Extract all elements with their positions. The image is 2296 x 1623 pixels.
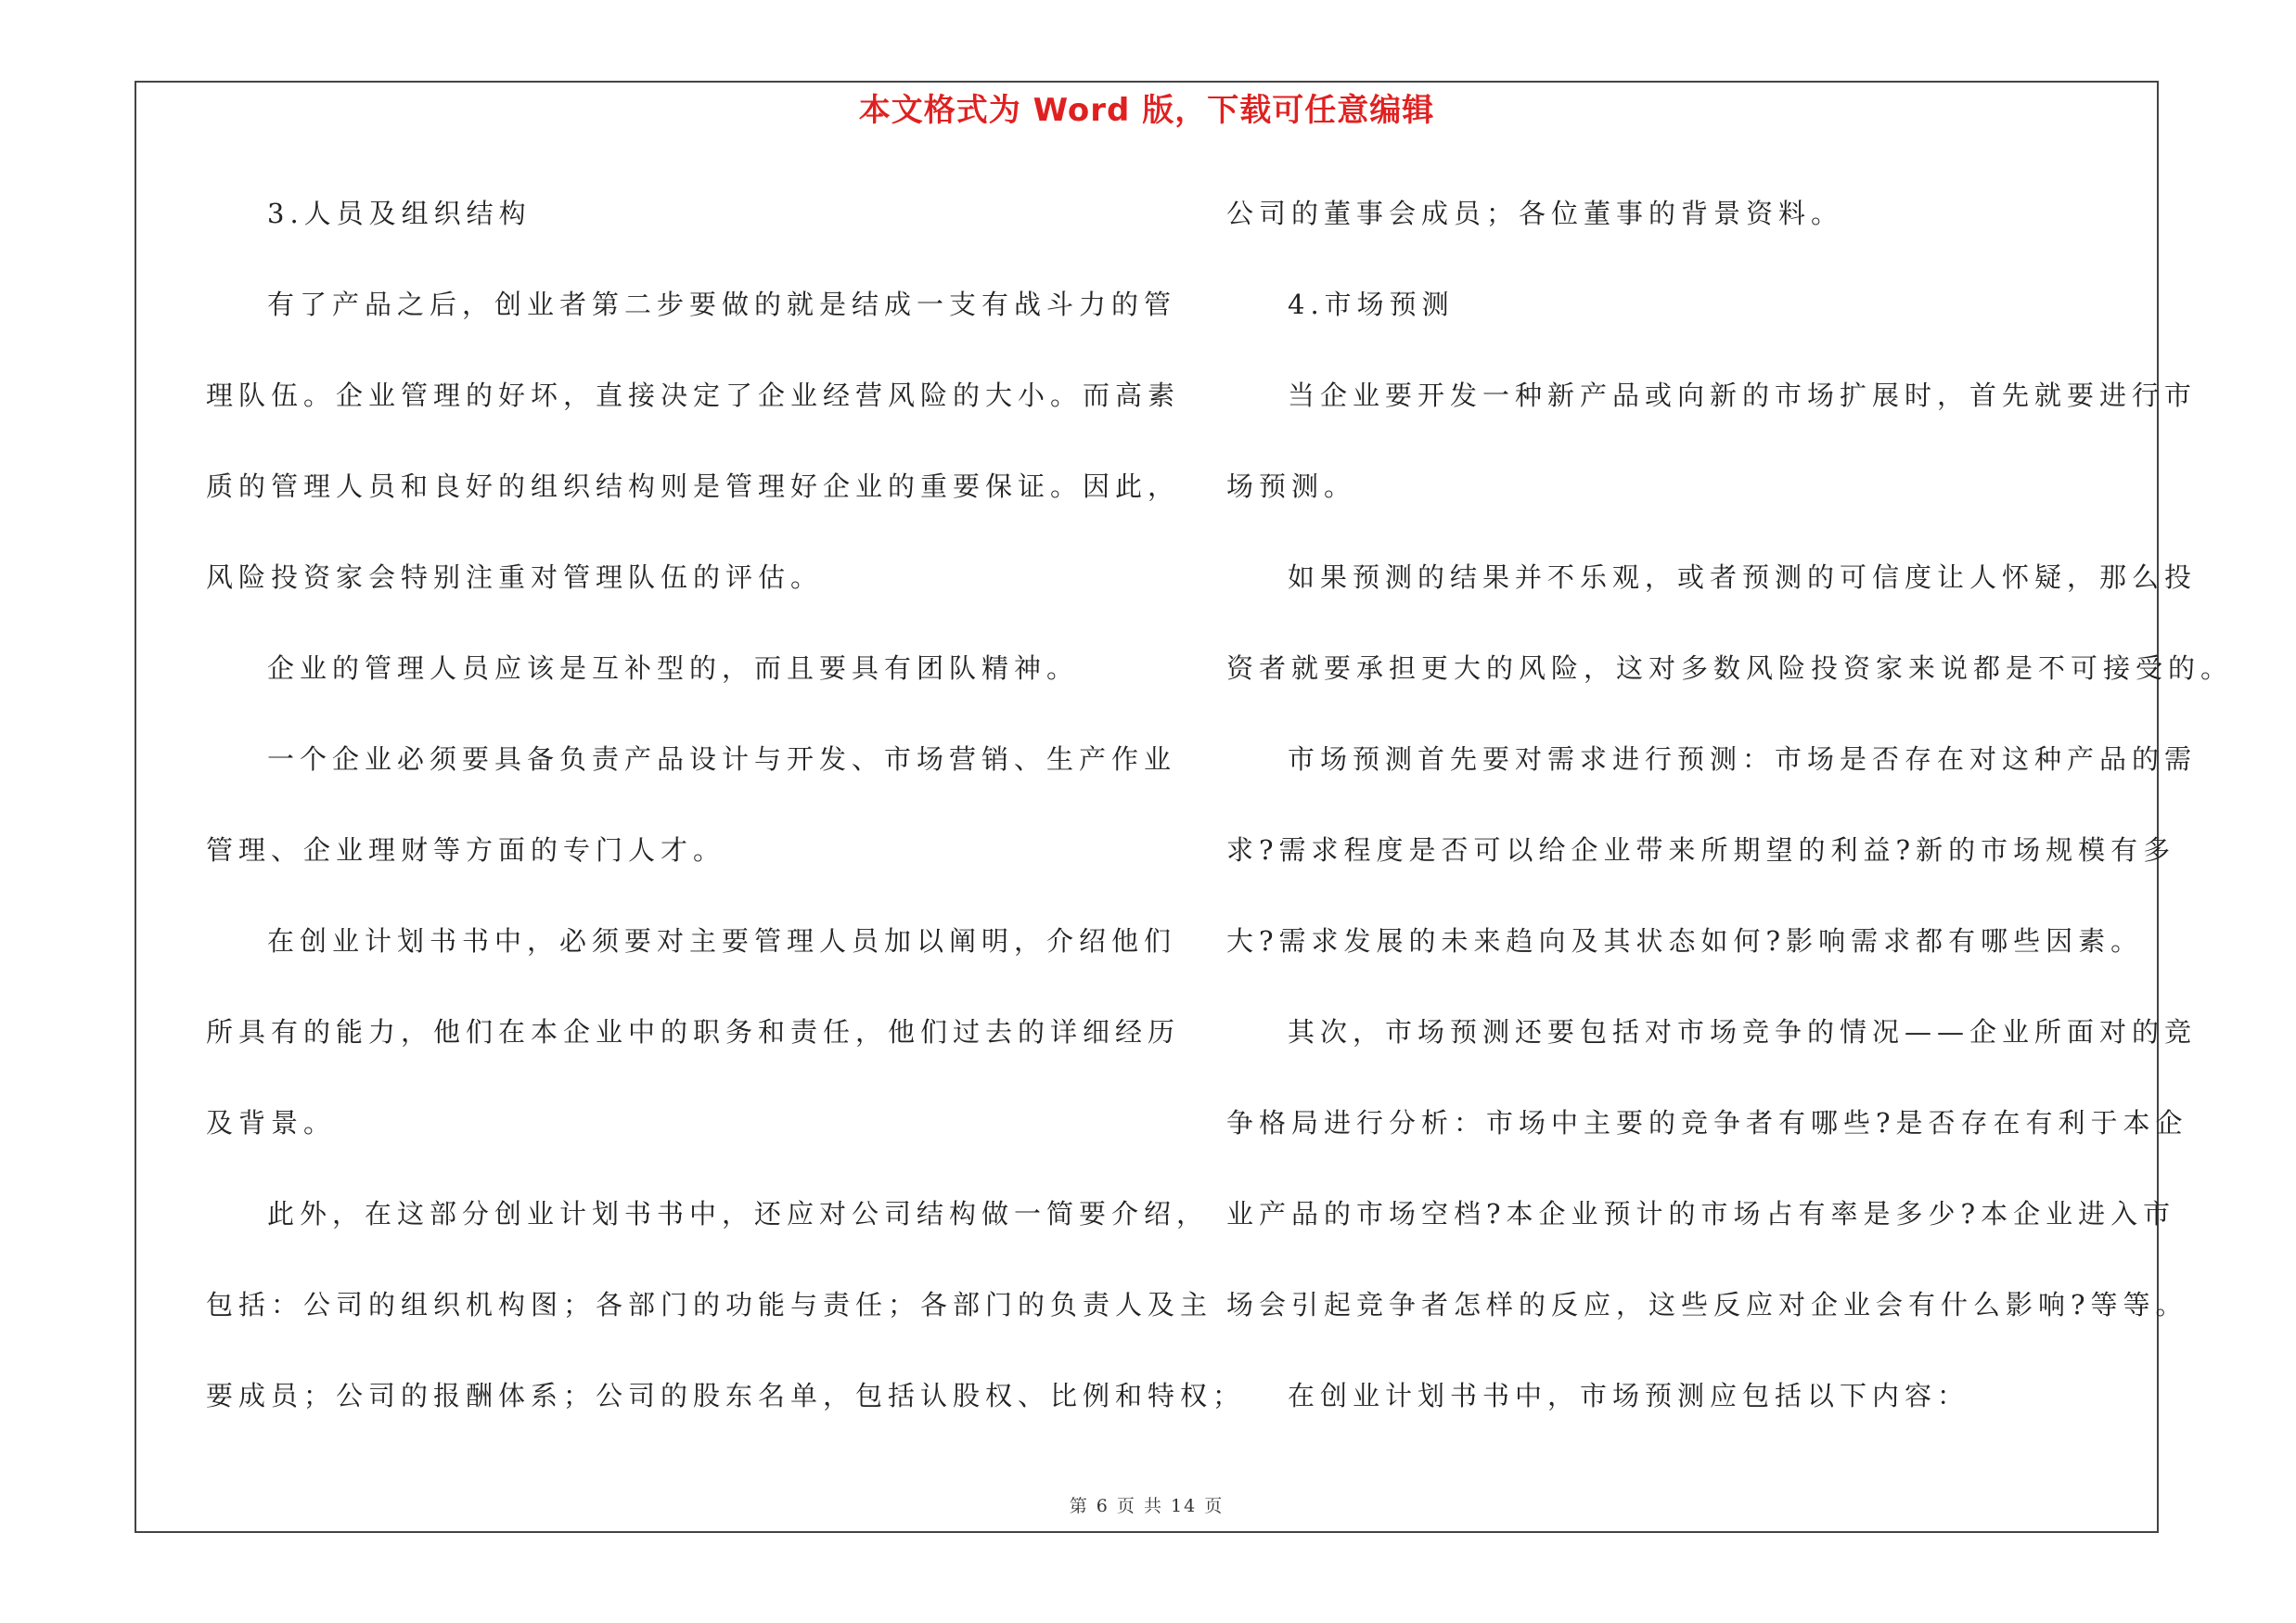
text-line: 市场预测首先要对需求进行预测：市场是否存在对这种产品的需 — [1288, 743, 2198, 775]
right-text-column — [1226, 181, 2234, 1480]
text-line: 包括：公司的组织机构图；各部门的功能与责任；各部门的负责人及主 — [206, 1289, 1213, 1320]
text-line: 管理、企业理财等方面的专门人才。 — [206, 834, 726, 866]
text-line: 3.人员及组织结构 — [267, 198, 532, 229]
page-number-footer: 第 6 页 共 14 页 — [1069, 1496, 1225, 1516]
text-line: 风险投资家会特别注重对管理队伍的评估。 — [206, 561, 824, 593]
text-line: 要成员；公司的报酬体系；公司的股东名单，包括认股权、比例和特权； — [206, 1380, 1246, 1411]
text-line: 一个企业必须要具备负责产品设计与开发、市场营销、生产作业 — [267, 743, 1177, 775]
text-line: 公司的董事会成员；各位董事的背景资料。 — [1226, 198, 1844, 229]
text-line: 当企业要开发一种新产品或向新的市场扩展时，首先就要进行市 — [1288, 380, 2198, 411]
text-line: 争格局进行分析：市场中主要的竞争者有哪些?是否存在有利于本企 — [1226, 1107, 2188, 1139]
text-line: 其次，市场预测还要包括对市场竞争的情况——企业所面对的竞 — [1288, 1016, 2198, 1048]
text-line: 企业的管理人员应该是互补型的，而且要具有团队精神。 — [267, 652, 1080, 684]
text-line: 及背景。 — [206, 1107, 337, 1139]
text-line: 此外，在这部分创业计划书书中，还应对公司结构做一简要介绍， — [267, 1198, 1210, 1230]
editable-notice-banner: 本文格式为 Word 版，下载可任意编辑 — [858, 92, 1435, 129]
text-line: 如果预测的结果并不乐观，或者预测的可信度让人怀疑，那么投 — [1288, 561, 2198, 593]
text-line: 4.市场预测 — [1288, 289, 1455, 320]
text-line: 求?需求程度是否可以给企业带来所期望的利益?新的市场规模有多 — [1226, 834, 2176, 866]
text-line: 所具有的能力，他们在本企业中的职务和责任，他们过去的详细经历 — [206, 1016, 1181, 1048]
text-line: 在创业计划书书中，市场预测应包括以下内容： — [1288, 1380, 1970, 1411]
text-line: 在创业计划书书中，必须要对主要管理人员加以阐明，介绍他们 — [267, 925, 1177, 957]
text-line: 有了产品之后，创业者第二步要做的就是结成一支有战斗力的管 — [267, 289, 1177, 320]
text-line: 场预测。 — [1226, 470, 1357, 502]
text-line: 理队伍。企业管理的好坏，直接决定了企业经营风险的大小。而高素 — [206, 380, 1181, 411]
text-line: 大?需求发展的未来趋向及其状态如何?影响需求都有哪些因素。 — [1226, 925, 2144, 957]
left-text-column — [206, 181, 1246, 1480]
text-line: 业产品的市场空档?本企业预计的市场占有率是多少?本企业进入市 — [1226, 1198, 2176, 1230]
text-line: 资者就要承担更大的风险，这对多数风险投资家来说都是不可接受的。 — [1226, 652, 2234, 684]
text-line: 场会引起竞争者怎样的反应，这些反应对企业会有什么影响?等等。 — [1226, 1289, 2188, 1320]
text-line: 质的管理人员和良好的组织结构则是管理好企业的重要保证。因此， — [206, 470, 1181, 502]
